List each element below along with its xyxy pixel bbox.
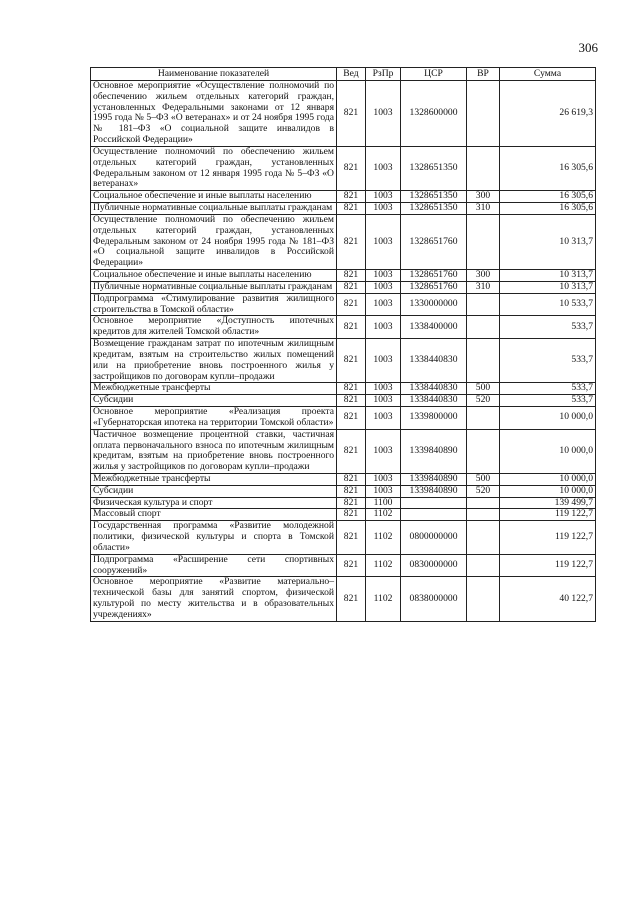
table-row xyxy=(91,554,596,577)
cell-vr xyxy=(467,509,500,521)
cell-csr: 0838000000 xyxy=(401,577,467,621)
cell-name: Массовый спорт xyxy=(91,509,337,521)
table-row xyxy=(91,214,596,269)
cell-csr: 1339840890 xyxy=(401,485,467,497)
cell-name: Физическая культура и спорт xyxy=(91,497,337,509)
cell-csr: 1328651760 xyxy=(401,270,467,282)
table-row xyxy=(91,429,596,473)
cell-ved: 821 xyxy=(337,339,366,383)
cell-csr: 1338440830 xyxy=(401,395,467,407)
cell-name: Основное мероприятие «Доступность ипотечных кредитов для жителей Томской области» xyxy=(91,316,337,339)
cell-ved: 821 xyxy=(337,281,366,293)
cell-csr: 1328651350 xyxy=(401,203,467,215)
cell-csr: 1328651350 xyxy=(401,146,467,190)
cell-ved: 821 xyxy=(337,316,366,339)
cell-vr xyxy=(467,293,500,316)
table-row xyxy=(91,339,596,383)
table-row xyxy=(91,509,596,521)
cell-name: Подпрограмма «Стимулирование развития жилищного строительства в Томской области» xyxy=(91,293,337,316)
cell-name: Осуществление полномочий по обеспечению жильем отдельных категорий граждан, установленных Федеральным законом от 12 января 1995 года № 5–ФЗ «О ветеранах» xyxy=(91,146,337,190)
cell-csr: 1338400000 xyxy=(401,316,467,339)
cell-vr: 500 xyxy=(467,383,500,395)
cell-ved: 821 xyxy=(337,407,366,430)
cell-vr: 300 xyxy=(467,270,500,282)
cell-csr xyxy=(401,497,467,509)
cell-csr: 1338440830 xyxy=(401,339,467,383)
cell-sum: 10 000,0 xyxy=(500,485,596,497)
cell-rzpr: 1102 xyxy=(366,577,401,621)
cell-vr xyxy=(467,146,500,190)
cell-sum: 16 305,6 xyxy=(500,146,596,190)
cell-vr: 310 xyxy=(467,281,500,293)
table-row xyxy=(91,521,596,554)
table-row xyxy=(91,485,596,497)
cell-rzpr: 1003 xyxy=(366,203,401,215)
page-number: 306 xyxy=(578,40,598,55)
cell-ved: 821 xyxy=(337,473,366,485)
cell-name: Осуществление полномочий по обеспечению жильем отдельных категорий граждан, установленных Федеральным законом от 24 ноября 1995 года № 181–ФЗ «О социальной защите инвалидов в Российской Федерации» xyxy=(91,214,337,269)
cell-name: Возмещение гражданам затрат по ипотечным жилищным кредитам, взятым на строительство жилых помещений или на приобретение вновь построенного жилья у застройщиков по договорам купли–продажи xyxy=(91,339,337,383)
cell-name: Межбюджетные трансферты xyxy=(91,383,337,395)
cell-sum: 533,7 xyxy=(500,383,596,395)
cell-vr xyxy=(467,429,500,473)
table-row xyxy=(91,383,596,395)
cell-ved: 821 xyxy=(337,497,366,509)
cell-vr xyxy=(467,339,500,383)
table-row xyxy=(91,81,596,147)
cell-rzpr: 1003 xyxy=(366,146,401,190)
cell-sum: 10 313,7 xyxy=(500,270,596,282)
cell-sum: 26 619,3 xyxy=(500,81,596,147)
cell-rzpr: 1003 xyxy=(366,339,401,383)
cell-rzpr: 1003 xyxy=(366,214,401,269)
cell-vr xyxy=(467,577,500,621)
cell-ved: 821 xyxy=(337,554,366,577)
cell-name: Подпрограмма «Расширение сети спортивных сооружений» xyxy=(91,554,337,577)
cell-sum: 139 499,7 xyxy=(500,497,596,509)
table-row xyxy=(91,146,596,190)
budget-table xyxy=(90,67,596,622)
header-rzpr: РзПр xyxy=(366,68,401,81)
cell-name: Социальное обеспечение и иные выплаты населению xyxy=(91,270,337,282)
table-row xyxy=(91,316,596,339)
cell-ved: 821 xyxy=(337,577,366,621)
cell-rzpr: 1102 xyxy=(366,521,401,554)
cell-vr xyxy=(467,214,500,269)
table-row xyxy=(91,407,596,430)
cell-name: Основное мероприятие «Реализация проекта «Губернаторская ипотека на территории Томской области» xyxy=(91,407,337,430)
cell-ved: 821 xyxy=(337,191,366,203)
cell-sum: 10 533,7 xyxy=(500,293,596,316)
header-csr: ЦСР xyxy=(401,68,467,81)
cell-rzpr: 1003 xyxy=(366,316,401,339)
cell-ved: 821 xyxy=(337,509,366,521)
cell-rzpr: 1003 xyxy=(366,407,401,430)
cell-rzpr: 1003 xyxy=(366,485,401,497)
cell-vr xyxy=(467,316,500,339)
cell-name: Субсидии xyxy=(91,395,337,407)
cell-rzpr: 1100 xyxy=(366,497,401,509)
cell-vr xyxy=(467,81,500,147)
table-row xyxy=(91,191,596,203)
cell-rzpr: 1003 xyxy=(366,395,401,407)
cell-ved: 821 xyxy=(337,521,366,554)
cell-rzpr: 1102 xyxy=(366,509,401,521)
cell-ved: 821 xyxy=(337,146,366,190)
table-row xyxy=(91,473,596,485)
cell-ved: 821 xyxy=(337,383,366,395)
cell-sum: 10 313,7 xyxy=(500,281,596,293)
cell-sum: 533,7 xyxy=(500,395,596,407)
cell-vr xyxy=(467,407,500,430)
cell-csr: 1328600000 xyxy=(401,81,467,147)
cell-csr: 1339800000 xyxy=(401,407,467,430)
cell-csr: 1339840890 xyxy=(401,473,467,485)
cell-rzpr: 1003 xyxy=(366,429,401,473)
cell-name: Основное мероприятие «Осуществление полномочий по обеспечению жильем отдельных категорий граждан, установленных Федеральными законами от 12 января 1995 года № 5–ФЗ «О ветеранах» и от 24 ноября 1995 года № 181–ФЗ «О социальной защите инвалидов в Российской Федерации» xyxy=(91,81,337,147)
table-row xyxy=(91,270,596,282)
cell-csr: 0830000000 xyxy=(401,554,467,577)
cell-name: Публичные нормативные социальные выплаты гражданам xyxy=(91,281,337,293)
cell-vr xyxy=(467,497,500,509)
cell-csr: 1338440830 xyxy=(401,383,467,395)
cell-csr: 1339840890 xyxy=(401,429,467,473)
table-row xyxy=(91,497,596,509)
cell-ved: 821 xyxy=(337,81,366,147)
header-vr: ВР xyxy=(467,68,500,81)
table-body xyxy=(91,81,596,622)
cell-sum: 533,7 xyxy=(500,316,596,339)
cell-sum: 10 000,0 xyxy=(500,407,596,430)
cell-name: Публичные нормативные социальные выплаты гражданам xyxy=(91,203,337,215)
cell-vr xyxy=(467,554,500,577)
table-row xyxy=(91,281,596,293)
table-row xyxy=(91,203,596,215)
cell-ved: 821 xyxy=(337,485,366,497)
cell-sum: 10 000,0 xyxy=(500,429,596,473)
cell-sum: 40 122,7 xyxy=(500,577,596,621)
cell-csr xyxy=(401,509,467,521)
cell-sum: 119 122,7 xyxy=(500,509,596,521)
table-row xyxy=(91,577,596,621)
cell-sum: 10 000,0 xyxy=(500,473,596,485)
cell-ved: 821 xyxy=(337,293,366,316)
cell-name: Межбюджетные трансферты xyxy=(91,473,337,485)
cell-csr: 1328651760 xyxy=(401,281,467,293)
cell-rzpr: 1003 xyxy=(366,191,401,203)
cell-vr xyxy=(467,521,500,554)
cell-rzpr: 1003 xyxy=(366,383,401,395)
cell-rzpr: 1102 xyxy=(366,554,401,577)
cell-csr: 0800000000 xyxy=(401,521,467,554)
cell-rzpr: 1003 xyxy=(366,270,401,282)
cell-sum: 533,7 xyxy=(500,339,596,383)
cell-csr: 1328651350 xyxy=(401,191,467,203)
cell-vr: 500 xyxy=(467,473,500,485)
cell-ved: 821 xyxy=(337,429,366,473)
cell-name: Социальное обеспечение и иные выплаты населению xyxy=(91,191,337,203)
cell-csr: 1330000000 xyxy=(401,293,467,316)
cell-rzpr: 1003 xyxy=(366,81,401,147)
header-name: Наименование показателей xyxy=(91,68,337,81)
cell-vr: 310 xyxy=(467,203,500,215)
cell-name: Государственная программа «Развитие молодежной политики, физической культуры и спорта в Томской области» xyxy=(91,521,337,554)
cell-ved: 821 xyxy=(337,270,366,282)
table-row xyxy=(91,293,596,316)
cell-name: Частичное возмещение процентной ставки, частичная оплата первоначального взноса по ипотечным жилищным кредитам, взятым на приобретение вновь построенного жилья у застройщиков по договорам купли–продажи xyxy=(91,429,337,473)
cell-sum: 119 122,7 xyxy=(500,521,596,554)
cell-ved: 821 xyxy=(337,203,366,215)
header-ved: Вед xyxy=(337,68,366,81)
cell-name: Субсидии xyxy=(91,485,337,497)
cell-rzpr: 1003 xyxy=(366,293,401,316)
cell-name: Основное мероприятие «Развитие материально–технической базы для занятий спортом, физической культурой по месту жительства и в образовательных учреждениях» xyxy=(91,577,337,621)
cell-vr: 520 xyxy=(467,395,500,407)
cell-csr: 1328651760 xyxy=(401,214,467,269)
cell-sum: 16 305,6 xyxy=(500,203,596,215)
cell-vr: 520 xyxy=(467,485,500,497)
cell-rzpr: 1003 xyxy=(366,473,401,485)
cell-ved: 821 xyxy=(337,395,366,407)
cell-sum: 16 305,6 xyxy=(500,191,596,203)
cell-vr: 300 xyxy=(467,191,500,203)
table-row xyxy=(91,395,596,407)
cell-sum: 10 313,7 xyxy=(500,214,596,269)
cell-ved: 821 xyxy=(337,214,366,269)
cell-sum: 119 122,7 xyxy=(500,554,596,577)
table-header-row xyxy=(91,68,596,81)
cell-rzpr: 1003 xyxy=(366,281,401,293)
header-sum: Сумма xyxy=(500,68,596,81)
